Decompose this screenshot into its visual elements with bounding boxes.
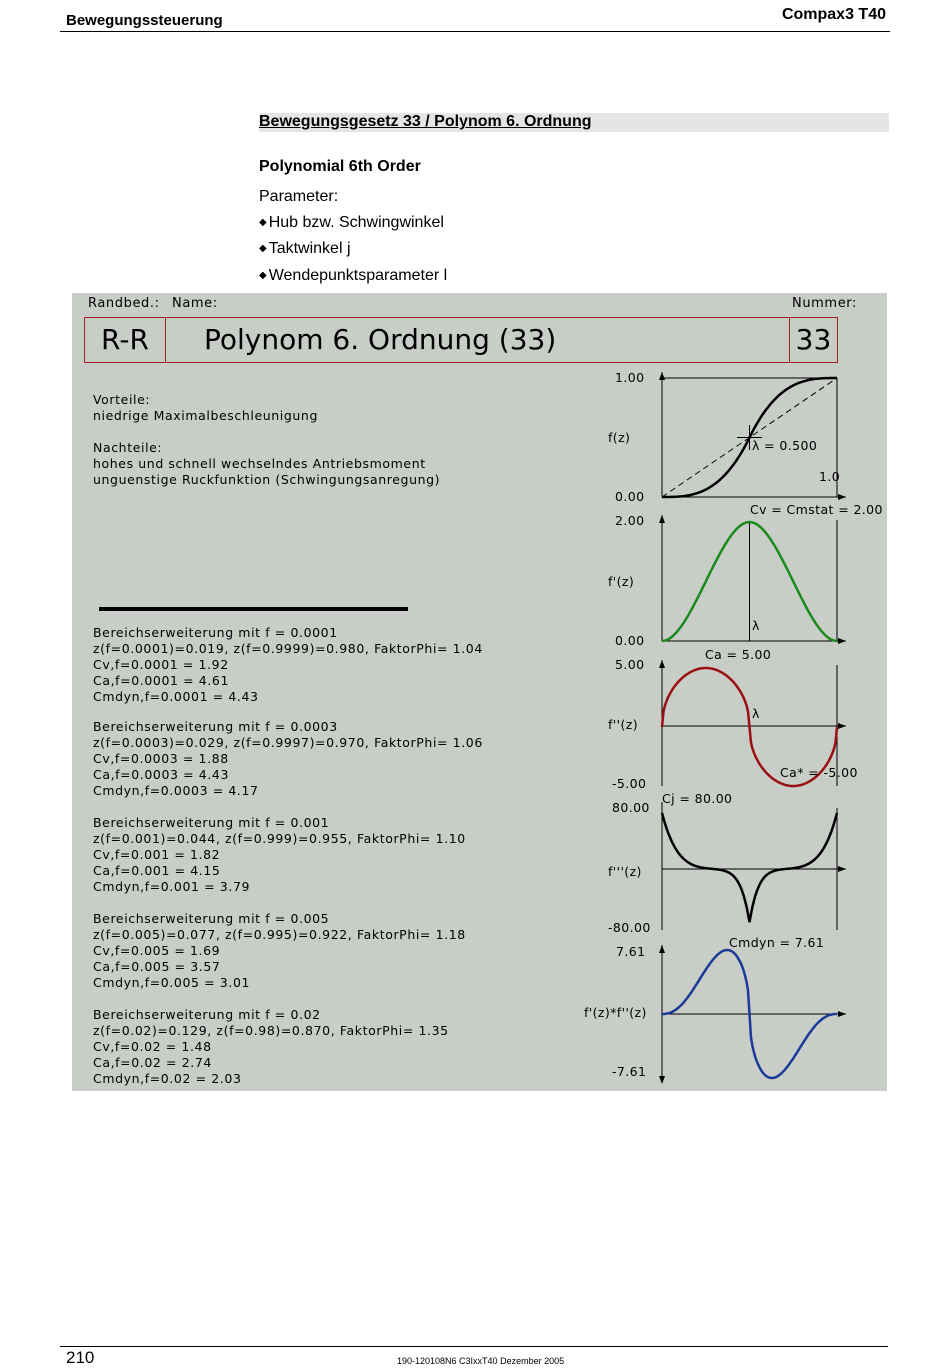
extension-line: Ca,f=0.02 = 2.74	[93, 1055, 212, 1070]
y-arrow-icon	[659, 515, 665, 523]
document-id: 190-120108N6 C3IxxT40 Dezember 2005	[397, 1356, 565, 1366]
vorteile-title: Vorteile:	[93, 392, 151, 407]
header-section-title: Bewegungssteuerung	[66, 12, 223, 29]
extension-line: z(f=0.02)=0.129, z(f=0.98)=0.870, FaktorPhi= 1.35	[93, 1023, 449, 1038]
extension-line: z(f=0.0001)=0.019, z(f=0.9999)=0.980, FaktorPhi= 1.04	[93, 641, 483, 656]
ytick-bottom: -7.61	[612, 1064, 647, 1079]
name-label: Name:	[172, 296, 218, 311]
extension-line: Cmdyn,f=0.0003 = 4.17	[93, 783, 259, 798]
y-label: f'''(z)	[608, 864, 642, 879]
x-end-label: 1.0	[819, 469, 841, 484]
chart-fz	[608, 370, 846, 504]
page-number: 210	[66, 1348, 95, 1367]
y-label: f'(z)	[608, 574, 635, 589]
ytick-top: 7.61	[616, 944, 646, 959]
extension-line: Cv,f=0.0003 = 1.88	[93, 751, 229, 766]
cmdyn-annotation: Cmdyn = 7.61	[729, 935, 825, 950]
extension-line: Bereichserweiterung mit f = 0.0001	[93, 625, 338, 640]
x-arrow-icon	[838, 723, 846, 729]
extension-line: Ca,f=0.0003 = 4.43	[93, 767, 230, 782]
ytick-bottom: 0.00	[615, 633, 645, 648]
parameter-item: ◆ Hub bzw. Schwingwinkel	[259, 214, 444, 231]
name-value: Polynom 6. Ordnung (33)	[204, 323, 557, 356]
parameter-label: Parameter:	[259, 188, 339, 205]
parameter-item: ◆ Wendepunktsparameter l	[259, 267, 448, 284]
x-arrow-icon	[838, 638, 846, 644]
extension-line: Bereichserweiterung mit f = 0.001	[93, 815, 330, 830]
lambda-annotation: λ	[752, 706, 760, 721]
ca-star-annotation: Ca* = -5.00	[780, 765, 858, 780]
extension-line: Cmdyn,f=0.005 = 3.01	[93, 975, 251, 990]
x-arrow-icon	[838, 1011, 846, 1017]
cj-annotation: Cj = 80.00	[662, 791, 733, 806]
section-title: Bewegungsgesetz 33 / Polynom 6. Ordnung	[259, 113, 592, 130]
y-arrow-down-icon	[659, 1076, 665, 1084]
nachteile-line: unguenstige Ruckfunktion (Schwingungsanregung)	[93, 472, 441, 487]
chart-mdyn	[584, 935, 846, 1084]
cv-annotation: Cv = Cmstat = 2.00	[750, 502, 883, 517]
y-arrow-icon	[659, 660, 665, 668]
extension-line: z(f=0.005)=0.077, z(f=0.995)=0.922, FaktorPhi= 1.18	[93, 927, 466, 942]
lambda-annotation: λ = 0.500	[752, 438, 818, 453]
ytick-top: 80.00	[612, 800, 650, 815]
ytick-top: 2.00	[615, 513, 645, 528]
x-arrow-icon	[838, 866, 846, 872]
chart-f3z	[608, 791, 846, 935]
diamond-bullet-icon: ◆	[259, 217, 267, 228]
diamond-bullet-icon: ◆	[259, 243, 267, 254]
header-product-title: Compax3 T40	[781, 6, 886, 23]
x-arrow-icon	[838, 494, 846, 500]
y-label: f(z)	[608, 430, 631, 445]
y-label: f''(z)	[608, 717, 638, 732]
nummer-label: Nummer:	[792, 296, 857, 311]
extension-line: Cmdyn,f=0.02 = 2.03	[93, 1071, 242, 1086]
y-arrow-icon	[659, 372, 665, 380]
extension-line: Ca,f=0.005 = 3.57	[93, 959, 221, 974]
y-label: f'(z)*f''(z)	[584, 1005, 647, 1020]
extension-line: Cv,f=0.001 = 1.82	[93, 847, 221, 862]
vorteile-text: niedrige Maximalbeschleunigung	[93, 408, 318, 423]
ytick-bottom: -80.00	[608, 920, 651, 935]
diamond-bullet-icon: ◆	[259, 270, 267, 281]
lambda-annotation: λ	[752, 618, 760, 633]
nachteile-line: hohes und schnell wechselndes Antriebsmoment	[93, 456, 426, 471]
series-f3z	[662, 813, 837, 922]
nummer-value: 33	[789, 318, 837, 362]
chart-f1z	[608, 502, 883, 648]
randbed-label: Randbed.:	[88, 296, 160, 311]
extension-line: Bereichserweiterung mit f = 0.0003	[93, 719, 338, 734]
ytick-bottom: -5.00	[612, 776, 647, 791]
extension-line: z(f=0.001)=0.044, z(f=0.999)=0.955, FaktorPhi= 1.10	[93, 831, 466, 846]
chart-f2z	[608, 647, 858, 791]
ytick-bottom: 0.00	[615, 489, 645, 504]
extension-line: Cv,f=0.0001 = 1.92	[93, 657, 229, 672]
extension-line: Bereichserweiterung mit f = 0.02	[93, 1007, 321, 1022]
extension-line: Cv,f=0.005 = 1.69	[93, 943, 221, 958]
extension-line: z(f=0.0003)=0.029, z(f=0.9997)=0.970, FaktorPhi= 1.06	[93, 735, 483, 750]
randbed-value: R-R	[85, 318, 166, 362]
extension-line: Cmdyn,f=0.001 = 3.79	[93, 879, 251, 894]
extension-line: Cmdyn,f=0.0001 = 4.43	[93, 689, 259, 704]
ytick-top: 5.00	[615, 657, 645, 672]
ca-annotation: Ca = 5.00	[705, 647, 772, 662]
footer-divider	[60, 1346, 888, 1347]
extension-line: Cv,f=0.02 = 1.48	[93, 1039, 212, 1054]
extension-line: Bereichserweiterung mit f = 0.005	[93, 911, 330, 926]
section-subtitle: Polynomial 6th Order	[259, 158, 421, 175]
nachteile-title: Nachteile:	[93, 440, 163, 455]
extension-line: Ca,f=0.001 = 4.15	[93, 863, 221, 878]
ytick-top: 1.00	[615, 370, 645, 385]
parameter-item: ◆ Taktwinkel j	[259, 240, 351, 257]
extension-line: Ca,f=0.0001 = 4.61	[93, 673, 230, 688]
y-arrow-icon	[659, 945, 665, 953]
